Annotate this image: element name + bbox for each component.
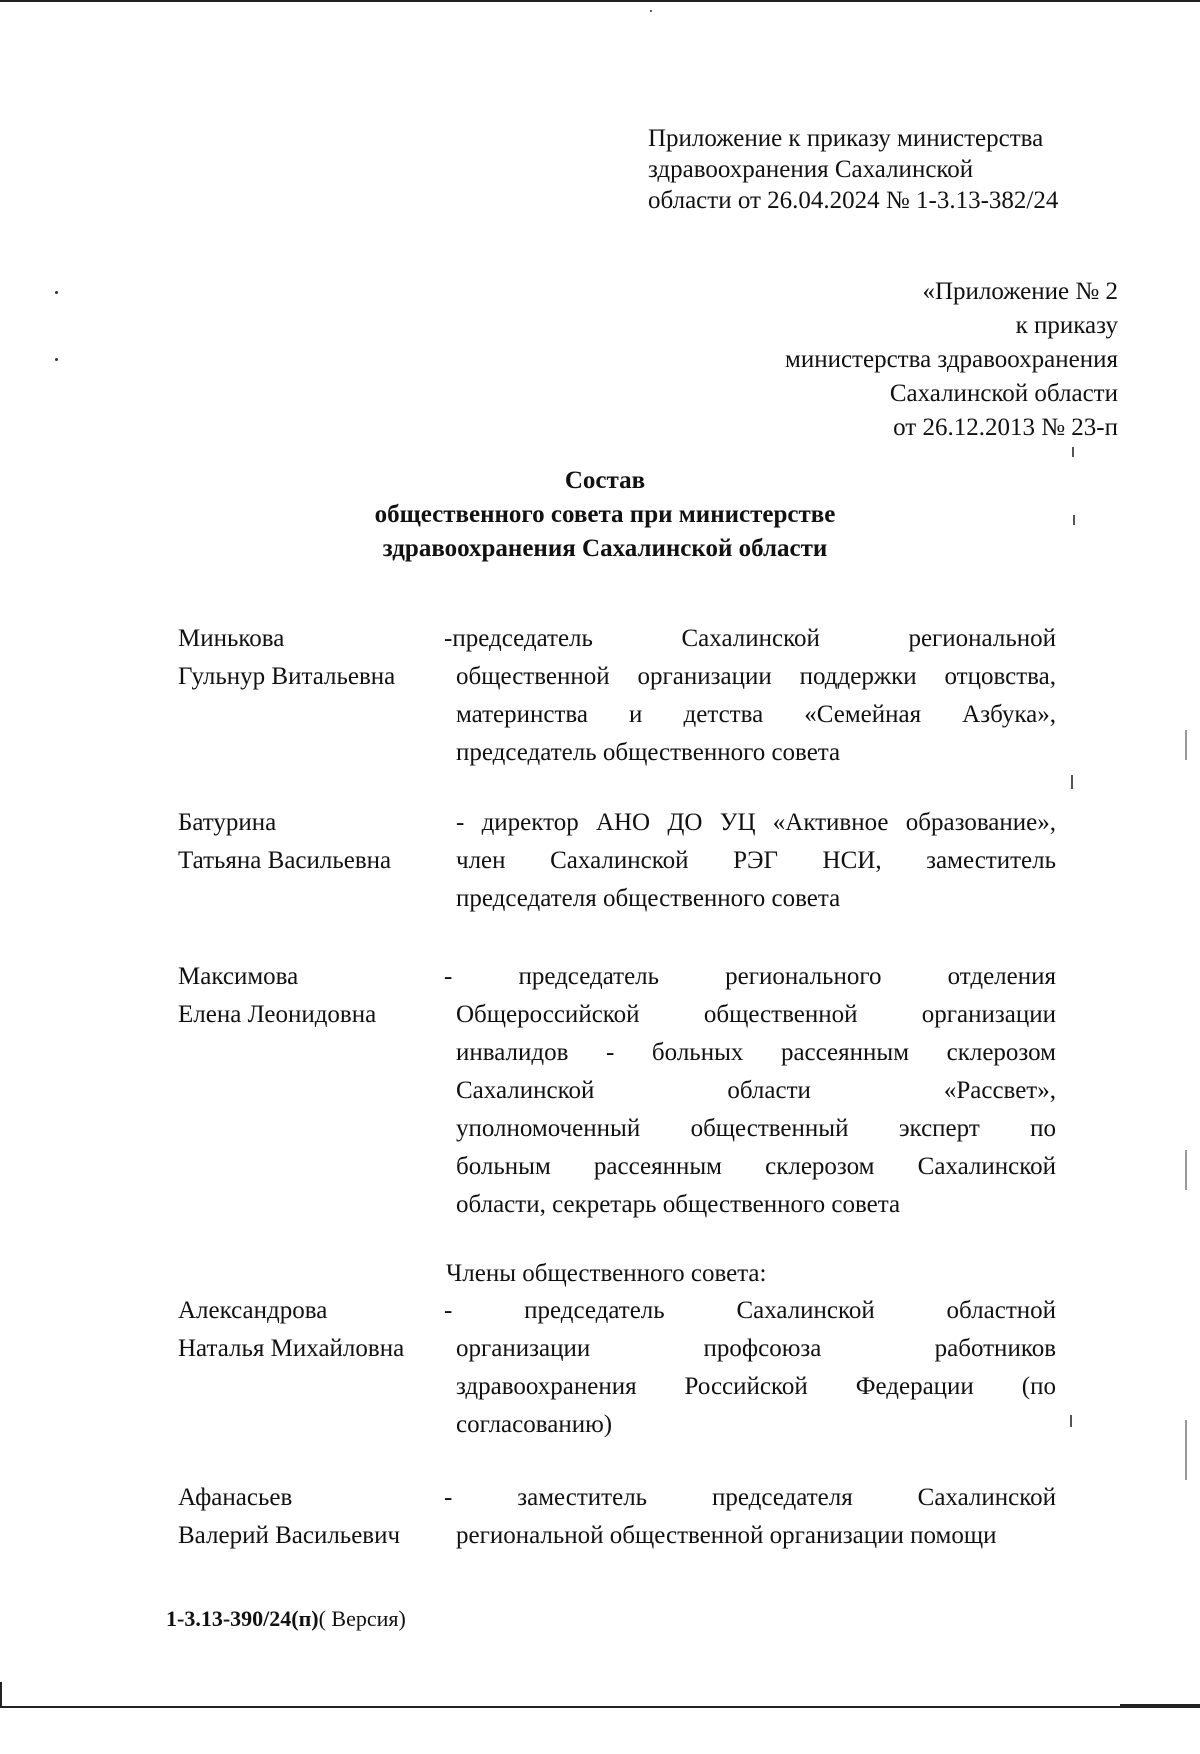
scan-speck (55, 291, 58, 294)
member-surname: Александрова (178, 1297, 328, 1324)
document-version-label: ( Версия) (318, 1606, 406, 1631)
attachment-header (648, 123, 1148, 216)
description-line: - заместитель председателя Сахалинской (444, 1484, 1056, 1511)
member-description (444, 1292, 1056, 1444)
title-line: здравоохранения Сахалинской области (382, 535, 828, 562)
description-line: материнства и детства «Семейная Азбука», (456, 701, 1056, 728)
description-line: председателя общественного совета (456, 885, 841, 912)
members-section-header: Члены общественного совета: (446, 1260, 767, 1287)
member-name (178, 620, 438, 696)
description-line: -председатель Сахалинской региональной (444, 625, 1056, 652)
original-attachment-line: «Приложение № 2 (922, 278, 1118, 305)
scan-mark (1185, 730, 1187, 760)
scan-mark (1185, 1420, 1187, 1480)
description-line: уполномоченный общественный эксперт по (456, 1115, 1056, 1142)
member-given-name: Валерий Васильевич (178, 1522, 401, 1549)
title-line: общественного совета при министерстве (374, 501, 836, 528)
original-attachment-line: Сахалинской области (889, 380, 1118, 407)
member-description (444, 620, 1056, 772)
description-line: здравоохранения Российской Федерации (по (456, 1373, 1056, 1400)
attachment-header-line: области от 26.04.2024 № 1-3.13-382/24 (648, 187, 1059, 214)
title-line: Состав (564, 467, 646, 494)
member-description (444, 1479, 1056, 1555)
scan-mark (1070, 1415, 1072, 1427)
original-attachment-line: к приказу (1015, 312, 1118, 339)
scan-speck (55, 358, 58, 361)
scan-mark (1071, 775, 1073, 789)
member-given-name: Гульнур Витальевна (178, 663, 396, 690)
description-line: Общероссийской общественной организации (456, 1001, 1056, 1028)
original-attachment-reference (785, 275, 1118, 445)
scan-mark (1073, 515, 1075, 525)
description-line: инвалидов - больных рассеянным склерозом (456, 1039, 1056, 1066)
original-attachment-line: министерства здравоохранения (785, 346, 1118, 373)
member-name (178, 804, 438, 880)
description-line: организации профсоюза работников (456, 1335, 1056, 1362)
description-line: - председатель Сахалинской областной (444, 1297, 1056, 1324)
member-surname: Максимова (178, 963, 299, 990)
document-registration-number: 1-3.13-390/24(п) (166, 1606, 319, 1631)
member-surname: Минькова (178, 625, 285, 652)
description-line: - директор АНО ДО УЦ «Активное образование», (456, 809, 1056, 836)
scan-mark (1072, 447, 1074, 457)
bottom-scan-border (1120, 1704, 1200, 1707)
description-line: области, секретарь общественного совета (456, 1191, 901, 1218)
description-line: региональной общественной организации помощи (456, 1522, 997, 1549)
member-name (178, 1292, 438, 1368)
member-given-name: Татьяна Васильевна (178, 847, 392, 874)
description-line: Сахалинской области «Рассвет», (456, 1077, 1056, 1104)
scan-edge-mark (0, 1682, 2, 1708)
member-name (178, 1479, 438, 1555)
description-line: член Сахалинской РЭГ НСИ, заместитель (456, 847, 1056, 874)
document-title (0, 464, 1200, 566)
description-line: общественной организации поддержки отцовства, (456, 663, 1056, 690)
member-description (456, 804, 1056, 918)
attachment-header-line: Приложение к приказу министерства (648, 125, 1044, 152)
attachment-header-line: здравоохранения Сахалинской (648, 156, 974, 183)
member-surname: Афанасьев (178, 1484, 293, 1511)
description-line: больным рассеянным склерозом Сахалинской (456, 1153, 1056, 1180)
description-line: председатель общественного совета (456, 739, 841, 766)
scan-mark (1185, 1150, 1187, 1190)
original-attachment-line: от 26.12.2013 № 23-п (893, 414, 1118, 441)
member-name (178, 958, 438, 1034)
description-line: согласованию) (456, 1411, 613, 1438)
member-surname: Батурина (178, 809, 277, 836)
member-given-name: Елена Леонидовна (178, 1001, 377, 1028)
scan-speck (650, 10, 652, 12)
member-given-name: Наталья Михайловна (178, 1335, 405, 1362)
bottom-scan-border (0, 1706, 1200, 1708)
document-footer-code (166, 1604, 406, 1634)
description-line: - председатель регионального отделения (444, 963, 1056, 990)
top-scan-border (0, 0, 1200, 2)
member-description (444, 958, 1056, 1224)
